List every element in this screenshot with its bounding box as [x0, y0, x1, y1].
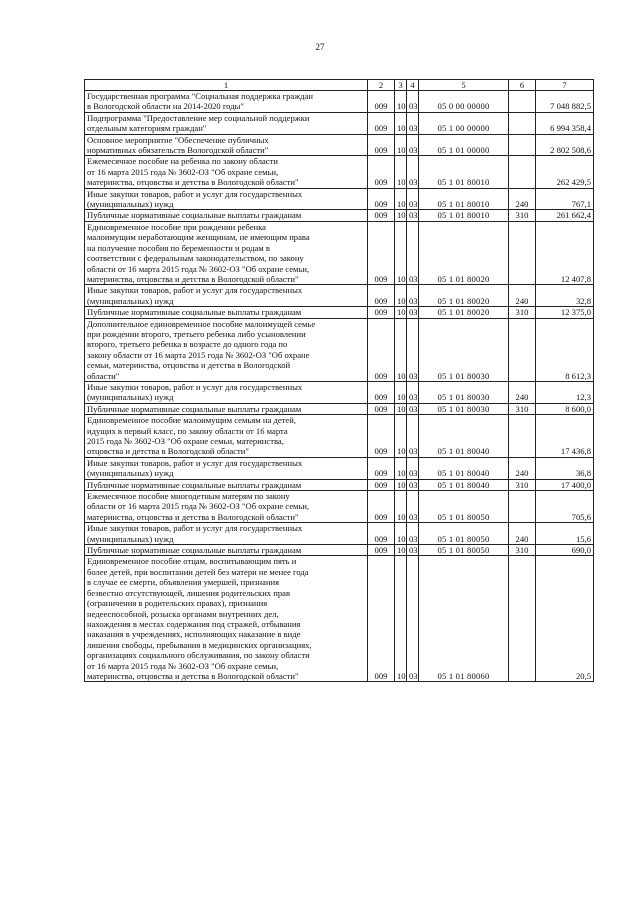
row-vr-cell: 310	[509, 403, 536, 414]
row-ved-cell: 009	[368, 457, 395, 479]
row-vr-cell	[509, 134, 536, 156]
row-vr-cell: 310	[509, 479, 536, 490]
row-rz-cell: 10	[395, 479, 407, 490]
row-name-line: Государственная программа "Социальная поддержка граждан	[87, 91, 313, 101]
row-sum-cell: 32,8	[536, 285, 594, 307]
row-pr-cell: 03	[407, 112, 419, 134]
row-name-line: (муниципальных) нужд	[87, 392, 174, 403]
table-row	[85, 415, 594, 458]
table-row	[85, 491, 594, 523]
table-header-row	[85, 80, 594, 91]
header-cell-csr: 5	[419, 80, 509, 91]
row-name-line: закону области от 16 марта 2015 года № 3602-ОЗ "Об охране	[87, 349, 310, 360]
row-csr-cell: 05 0 00 00000	[419, 91, 509, 113]
row-csr-cell: 05 1 01 80020	[419, 221, 509, 284]
row-name-cell	[85, 221, 368, 284]
row-vr-cell: 240	[509, 381, 536, 403]
row-name-cell	[85, 403, 368, 414]
row-name-line: лишения свободы, пребывания в медицинских организациях,	[87, 639, 312, 650]
table-row	[85, 457, 594, 479]
table-row	[85, 556, 594, 682]
row-name-line: Дополнительное единовременное пособие малоимущей семье	[87, 318, 316, 329]
row-rz-cell: 10	[395, 457, 407, 479]
row-rz-cell: 10	[395, 523, 407, 545]
row-name-line: Публичные нормативные социальные выплаты гражданам	[87, 307, 302, 318]
row-name-line: области от 16 марта 2015 года № 3602-ОЗ "Об охране семьи,	[87, 263, 310, 274]
row-sum-cell: 690,0	[536, 545, 594, 556]
row-name-cell	[85, 545, 368, 556]
row-csr-cell: 05 1 01 80020	[419, 285, 509, 307]
row-pr-cell: 03	[407, 285, 419, 307]
table-row	[85, 91, 594, 113]
row-rz-cell: 10	[395, 415, 407, 458]
row-pr-cell: 03	[407, 188, 419, 210]
row-csr-cell: 05 1 01 80050	[419, 491, 509, 523]
row-name-line: от 16 марта 2015 года № 3602-ОЗ "Об охране семьи,	[87, 166, 279, 177]
row-name-line: соответствии с федеральным законодательством, по закону	[87, 253, 304, 264]
row-ved-cell: 009	[368, 556, 395, 682]
row-rz-cell: 10	[395, 188, 407, 210]
row-name-line: Иные закупки товаров, работ и услуг для государственных	[87, 188, 303, 199]
row-pr-cell: 03	[407, 415, 419, 458]
row-name-line: организациях социального обслуживания, по закону области	[87, 650, 310, 661]
row-name-line: (муниципальных) нужд	[87, 468, 174, 479]
row-name-cell	[85, 112, 368, 134]
table-row	[85, 479, 594, 490]
row-csr-cell: 05 1 01 00000	[419, 134, 509, 156]
row-ved-cell: 009	[368, 210, 395, 221]
row-sum-cell: 12 375,0	[536, 307, 594, 318]
row-csr-cell: 05 1 01 80030	[419, 403, 509, 414]
row-vr-cell	[509, 91, 536, 113]
table-body	[85, 91, 594, 682]
row-name-cell	[85, 210, 368, 221]
table-row	[85, 523, 594, 545]
row-name-line: (муниципальных) нужд	[87, 295, 174, 306]
row-name-cell	[85, 285, 368, 307]
row-ved-cell: 009	[368, 479, 395, 490]
row-rz-cell: 10	[395, 112, 407, 134]
row-name-line: Иные закупки товаров, работ и услуг для государственных	[87, 523, 303, 534]
row-vr-cell: 310	[509, 307, 536, 318]
row-sum-cell: 262 429,5	[536, 156, 594, 188]
row-sum-cell: 20,5	[536, 556, 594, 682]
row-sum-cell: 17 436,8	[536, 415, 594, 458]
row-vr-cell	[509, 556, 536, 682]
row-ved-cell: 009	[368, 403, 395, 414]
row-name-line: Иные закупки товаров, работ и услуг для государственных	[87, 285, 303, 296]
row-csr-cell: 05 1 01 80040	[419, 479, 509, 490]
row-name-cell	[85, 556, 368, 682]
row-name-line: материнства, отцовства и детства в Вологодской области"	[87, 511, 299, 522]
table-row	[85, 221, 594, 284]
row-rz-cell: 10	[395, 381, 407, 403]
row-pr-cell: 03	[407, 491, 419, 523]
row-name-line: в Вологодской области на 2014-2020 годы"	[87, 101, 244, 112]
row-name-line: семьи, материнства, отцовства и детства в Вологодской	[87, 360, 291, 371]
row-name-line: Публичные нормативные социальные выплаты гражданам	[87, 479, 302, 490]
row-sum-cell: 17 400,0	[536, 479, 594, 490]
row-sum-cell: 15,6	[536, 523, 594, 545]
row-sum-cell: 12 407,8	[536, 221, 594, 284]
row-rz-cell: 10	[395, 91, 407, 113]
table-row	[85, 381, 594, 403]
row-ved-cell: 009	[368, 91, 395, 113]
row-pr-cell: 03	[407, 457, 419, 479]
row-rz-cell: 10	[395, 307, 407, 318]
table-row	[85, 545, 594, 556]
row-ved-cell: 009	[368, 188, 395, 210]
row-ved-cell: 009	[368, 112, 395, 134]
row-vr-cell	[509, 221, 536, 284]
row-ved-cell: 009	[368, 318, 395, 381]
row-name-line: (муниципальных) нужд	[87, 533, 174, 544]
row-sum-cell: 261 662,4	[536, 210, 594, 221]
row-name-cell	[85, 156, 368, 188]
row-name-line: малоимущим неработающим женщинам, не имеющим права	[87, 232, 310, 243]
row-sum-cell: 767,1	[536, 188, 594, 210]
row-sum-cell: 12,3	[536, 381, 594, 403]
row-vr-cell	[509, 318, 536, 381]
row-name-cell	[85, 134, 368, 156]
row-name-cell	[85, 523, 368, 545]
row-rz-cell: 10	[395, 403, 407, 414]
row-rz-cell: 10	[395, 156, 407, 188]
row-name-cell	[85, 318, 368, 381]
row-csr-cell: 05 1 01 80050	[419, 545, 509, 556]
header-cell-sum: 7	[536, 80, 594, 91]
row-name-cell	[85, 457, 368, 479]
budget-table	[84, 79, 594, 682]
row-rz-cell: 10	[395, 318, 407, 381]
header-cell-pr: 4	[407, 80, 419, 91]
row-vr-cell: 240	[509, 285, 536, 307]
row-name-cell	[85, 91, 368, 113]
row-ved-cell: 009	[368, 285, 395, 307]
row-pr-cell: 03	[407, 403, 419, 414]
row-ved-cell: 009	[368, 523, 395, 545]
row-pr-cell: 03	[407, 210, 419, 221]
row-csr-cell: 05 1 01 80010	[419, 188, 509, 210]
row-name-cell	[85, 415, 368, 458]
table-row	[85, 210, 594, 221]
row-name-line: материнства, отцовства и детства в Вологодской области"	[87, 670, 299, 681]
row-name-line: Единовременное пособие отцам, воспитывающим пять и	[87, 556, 297, 567]
row-vr-cell	[509, 415, 536, 458]
row-name-cell	[85, 479, 368, 490]
row-ved-cell: 009	[368, 134, 395, 156]
row-name-line: недееспособной, розыска органами внутренних дел,	[87, 608, 279, 619]
row-name-line: Иные закупки товаров, работ и услуг для государственных	[87, 381, 303, 392]
row-pr-cell: 03	[407, 545, 419, 556]
row-name-line: идущих в первый класс, по закону области от 16 марта	[87, 425, 288, 436]
row-name-line: Подпрограмма "Предоставление мер социальной поддержки	[87, 112, 310, 123]
row-sum-cell: 705,6	[536, 491, 594, 523]
row-sum-cell: 6 994 358,4	[536, 112, 594, 134]
row-csr-cell: 05 1 01 80010	[419, 210, 509, 221]
row-rz-cell: 10	[395, 210, 407, 221]
row-name-line: Иные закупки товаров, работ и услуг для государственных	[87, 457, 303, 468]
row-sum-cell: 8 600,0	[536, 403, 594, 414]
row-pr-cell: 03	[407, 91, 419, 113]
row-rz-cell: 10	[395, 545, 407, 556]
row-sum-cell: 8 612,3	[536, 318, 594, 381]
row-name-line: (ограничения в родительских правах), признания	[87, 598, 268, 609]
row-name-line: безвестно отсутствующей, лишения родительских прав	[87, 587, 291, 598]
row-name-line: материнства, отцовства и детства в Вологодской области"	[87, 273, 299, 284]
row-pr-cell: 03	[407, 221, 419, 284]
row-rz-cell: 10	[395, 556, 407, 682]
row-vr-cell: 240	[509, 523, 536, 545]
row-pr-cell: 03	[407, 307, 419, 318]
row-csr-cell: 05 1 01 80040	[419, 457, 509, 479]
row-name-line: в случае ее смерти, объявления умершей, признания	[87, 577, 280, 588]
row-csr-cell: 05 1 01 80030	[419, 381, 509, 403]
row-pr-cell: 03	[407, 556, 419, 682]
row-ved-cell: 009	[368, 491, 395, 523]
row-vr-cell: 240	[509, 188, 536, 210]
row-rz-cell: 10	[395, 491, 407, 523]
row-csr-cell: 05 1 01 80020	[419, 307, 509, 318]
row-sum-cell: 36,8	[536, 457, 594, 479]
table-row	[85, 112, 594, 134]
row-pr-cell: 03	[407, 134, 419, 156]
header-cell-vr: 6	[509, 80, 536, 91]
row-name-line: нормативных обязательств Вологодской области"	[87, 145, 269, 156]
row-name-cell	[85, 188, 368, 210]
row-name-line: нахождения в местах содержания под стражей, отбывания	[87, 618, 301, 629]
row-csr-cell: 05 1 01 80010	[419, 156, 509, 188]
row-rz-cell: 10	[395, 221, 407, 284]
row-name-line: на получение пособия по беременности и родам в	[87, 242, 270, 253]
row-name-line: наказания в учреждениях, исполняющих наказание в виде	[87, 629, 301, 640]
header-cell-rz: 3	[395, 80, 407, 91]
row-sum-cell: 2 802 508,6	[536, 134, 594, 156]
row-ved-cell: 009	[368, 307, 395, 318]
row-name-line: отдельным категориям граждан"	[87, 123, 207, 134]
row-name-line: Публичные нормативные социальные выплаты гражданам	[87, 210, 302, 221]
row-name-line: от 16 марта 2015 года № 3602-ОЗ "Об охране семьи,	[87, 660, 279, 671]
table-row	[85, 156, 594, 188]
row-name-line: (муниципальных) нужд	[87, 199, 174, 210]
page-number: 27	[315, 42, 325, 52]
row-csr-cell: 05 1 00 00000	[419, 112, 509, 134]
header-cell-name: 1	[85, 80, 368, 91]
row-ved-cell: 009	[368, 381, 395, 403]
row-name-line: второго, третьего ребенка в возрасте до одного года по	[87, 339, 288, 350]
row-pr-cell: 03	[407, 523, 419, 545]
row-name-line: Публичные нормативные социальные выплаты гражданам	[87, 545, 302, 556]
row-vr-cell: 240	[509, 457, 536, 479]
row-name-line: при рождении второго, третьего ребенка либо усыновлении	[87, 328, 306, 339]
row-name-line: области от 16 марта 2015 года № 3602-ОЗ "Об охране семьи,	[87, 501, 310, 512]
row-name-cell	[85, 381, 368, 403]
row-csr-cell: 05 1 01 80030	[419, 318, 509, 381]
row-name-line: 2015 года № 3602-ОЗ "Об охране семьи, материнства,	[87, 436, 284, 446]
row-csr-cell: 05 1 01 80060	[419, 556, 509, 682]
row-csr-cell: 05 1 01 80050	[419, 523, 509, 545]
row-name-line: Основное мероприятие "Обеспечение публичных	[87, 134, 269, 145]
table-row	[85, 188, 594, 210]
row-pr-cell: 03	[407, 156, 419, 188]
table-row	[85, 134, 594, 156]
row-name-cell	[85, 307, 368, 318]
row-pr-cell: 03	[407, 479, 419, 490]
row-name-line: Единовременное пособие малоимущим семьям на детей,	[87, 415, 296, 426]
row-rz-cell: 10	[395, 134, 407, 156]
row-pr-cell: 03	[407, 318, 419, 381]
row-name-line: Единовременное пособие при рождении ребенка	[87, 221, 266, 232]
row-name-line: более детей, при воспитании детей без матери не менее года	[87, 566, 309, 577]
header-cell-ved: 2	[368, 80, 395, 91]
table-row	[85, 307, 594, 318]
row-vr-cell: 310	[509, 545, 536, 556]
row-pr-cell: 03	[407, 381, 419, 403]
row-vr-cell: 310	[509, 210, 536, 221]
row-vr-cell	[509, 156, 536, 188]
row-ved-cell: 009	[368, 545, 395, 556]
row-name-line: материнства, отцовства и детства в Вологодской области"	[87, 177, 299, 188]
row-ved-cell: 009	[368, 221, 395, 284]
table-row	[85, 318, 594, 381]
table-row	[85, 403, 594, 414]
row-ved-cell: 009	[368, 415, 395, 458]
row-name-cell	[85, 491, 368, 523]
row-name-line: Публичные нормативные социальные выплаты гражданам	[87, 403, 302, 414]
row-vr-cell	[509, 491, 536, 523]
row-sum-cell: 7 048 882,5	[536, 91, 594, 113]
row-name-line: области"	[87, 370, 120, 381]
row-name-line: отцовства и детства в Вологодской области"	[87, 446, 249, 457]
table-row	[85, 285, 594, 307]
row-ved-cell: 009	[368, 156, 395, 188]
row-name-line: Ежемесячное пособие многодетным матерям по закону	[87, 491, 290, 502]
row-name-line: Ежемесячное пособие на ребенка по закону области	[87, 156, 278, 167]
row-rz-cell: 10	[395, 285, 407, 307]
row-vr-cell	[509, 112, 536, 134]
row-csr-cell: 05 1 01 80040	[419, 415, 509, 458]
